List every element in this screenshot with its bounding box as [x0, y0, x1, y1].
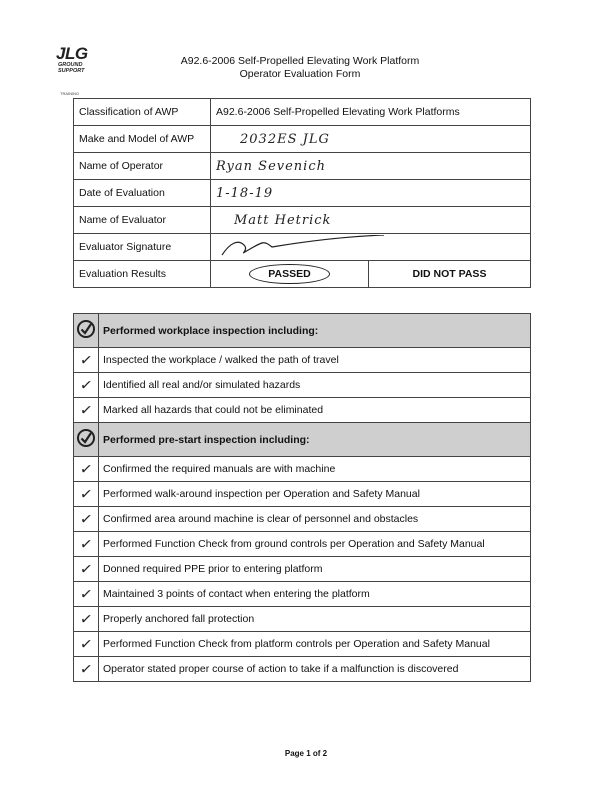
info-row-operator [74, 153, 531, 180]
classification-value: A92.6-2006 Self-Propelled Elevating Work Platforms [211, 99, 531, 126]
checkbox-cell[interactable] [74, 398, 99, 423]
classification-label: Classification of AWP [74, 99, 211, 126]
date-value: 1-18-19 [216, 185, 274, 201]
evaluator-value: Matt Hetrick [234, 212, 332, 228]
checklist-row [74, 348, 531, 373]
checklist-item-text: Confirmed the required manuals are with machine [99, 457, 531, 482]
checkbox-cell[interactable] [74, 507, 99, 532]
check-mark-icon: ✓ [78, 634, 94, 654]
check-mark-icon: ✓ [78, 400, 94, 420]
form-title [130, 55, 470, 81]
checklist-item-text: Operator stated proper course of action to take if a malfunction is discovered [99, 657, 531, 682]
checklist-item-text: Properly anchored fall protection [99, 607, 531, 632]
info-row-date [74, 180, 531, 207]
check-mark-icon: ✓ [78, 584, 94, 604]
checklist-row [74, 657, 531, 682]
checklist-item-text: Donned required PPE prior to entering platform [99, 557, 531, 582]
checkbox-cell[interactable] [74, 348, 99, 373]
checkbox-cell[interactable] [74, 582, 99, 607]
checklist-section-header [74, 314, 531, 348]
make-model-field[interactable] [211, 126, 531, 153]
info-row-signature [74, 234, 531, 261]
operator-label: Name of Operator [74, 153, 211, 180]
passed-circled-label: PASSED [249, 264, 329, 284]
check-mark-icon: ✓ [78, 609, 94, 629]
checklist-row [74, 482, 531, 507]
logo-line2: SUPPORT [58, 68, 85, 74]
check-mark-icon: ✓ [78, 559, 94, 579]
checklist-table [73, 313, 531, 682]
evaluator-label: Name of Evaluator [74, 207, 211, 234]
circled-check-icon [76, 319, 96, 339]
info-row-results [74, 261, 531, 288]
checklist-item-text: Performed walk-around inspection per Operation and Safety Manual [99, 482, 531, 507]
form-title-line1: A92.6-2006 Self-Propelled Elevating Work Platform [180, 55, 420, 67]
operator-value: Ryan Sevenich [216, 158, 326, 174]
logo-line1: GROUND [58, 62, 83, 68]
logo-line3: TRAINING [60, 91, 80, 96]
checklist-row [74, 607, 531, 632]
checklist-row [74, 398, 531, 423]
check-mark-icon: ✓ [78, 534, 94, 554]
checkbox-cell[interactable] [74, 632, 99, 657]
make-model-value: 2032ES JLG [240, 131, 330, 147]
checkbox-cell[interactable] [74, 457, 99, 482]
date-field[interactable] [211, 180, 531, 207]
check-mark-icon: ✓ [78, 350, 94, 370]
results-label: Evaluation Results [74, 261, 211, 288]
info-row-evaluator [74, 207, 531, 234]
checkbox-cell[interactable] [74, 607, 99, 632]
checklist-item-text: Marked all hazards that could not be eliminated [99, 398, 531, 423]
checkbox-cell[interactable] [74, 373, 99, 398]
info-row-make-model [74, 126, 531, 153]
checkbox-cell[interactable] [74, 314, 99, 348]
checklist-row [74, 532, 531, 557]
circled-check-icon [76, 428, 96, 448]
checklist-row [74, 557, 531, 582]
evaluation-info-table [73, 98, 531, 288]
checklist-row [74, 582, 531, 607]
check-mark-icon: ✓ [78, 484, 94, 504]
evaluator-field[interactable] [211, 207, 531, 234]
date-label: Date of Evaluation [74, 180, 211, 207]
checklist-item-text: Identified all real and/or simulated hazards [99, 373, 531, 398]
make-model-label: Make and Model of AWP [74, 126, 211, 153]
section-header-text: Performed workplace inspection including: [99, 314, 531, 348]
checklist-item-text: Performed Function Check from ground controls per Operation and Safety Manual [99, 532, 531, 557]
checkbox-cell[interactable] [74, 423, 99, 457]
checkbox-cell[interactable] [74, 657, 99, 682]
evaluator-signature [216, 235, 416, 259]
operator-field[interactable] [211, 153, 531, 180]
checklist-item-text: Performed Function Check from platform controls per Operation and Safety Manual [99, 632, 531, 657]
passed-option[interactable] [211, 261, 369, 288]
checklist-row [74, 373, 531, 398]
jlg-logo [54, 40, 112, 98]
signature-label: Evaluator Signature [74, 234, 211, 261]
checklist-body [74, 314, 531, 682]
checkbox-cell[interactable] [74, 557, 99, 582]
check-mark-icon: ✓ [78, 659, 94, 679]
check-mark-icon: ✓ [78, 509, 94, 529]
logo-brand: JLG [56, 44, 88, 63]
form-title-line2: Operator Evaluation Form [239, 68, 361, 80]
section-header-text: Performed pre-start inspection including: [99, 423, 531, 457]
checklist-row [74, 507, 531, 532]
check-mark-icon: ✓ [78, 459, 94, 479]
check-mark-icon: ✓ [78, 375, 94, 395]
checkbox-cell[interactable] [74, 532, 99, 557]
checklist-row [74, 632, 531, 657]
signature-field[interactable] [211, 234, 531, 261]
checklist-item-text: Inspected the workplace / walked the path of travel [99, 348, 531, 373]
checklist-item-text: Confirmed area around machine is clear of personnel and obstacles [99, 507, 531, 532]
checklist-item-text: Maintained 3 points of contact when entering the platform [99, 582, 531, 607]
page-number: Page 1 of 2 [284, 749, 328, 758]
info-row-classification [74, 99, 531, 126]
checklist-row [74, 457, 531, 482]
checklist-section-header [74, 423, 531, 457]
checkbox-cell[interactable] [74, 482, 99, 507]
did-not-pass-option[interactable]: DID NOT PASS [369, 261, 531, 288]
